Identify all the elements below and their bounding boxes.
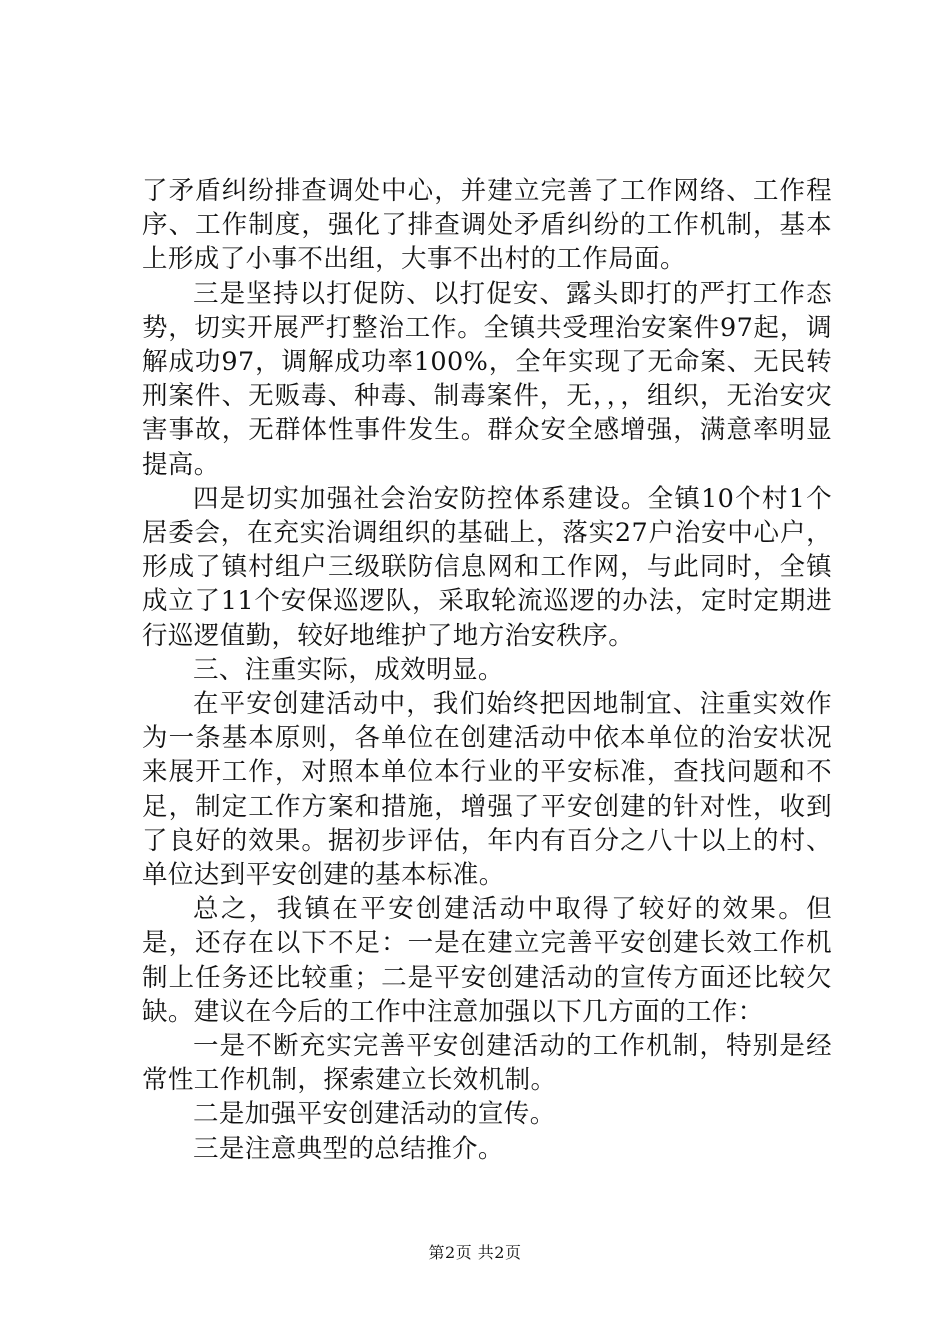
body-text [142,174,832,1166]
paragraph-strike-hard: 三是坚持以打促防、以打促安、露头即打的严打工作态势，切实开展严打整治工作。全镇共受理治安案件97起，调解成功97，调解成功率100%，全年实现了无命案、无民转刑案件、无贩毒、种毒、制毒案件，无，，，组织，无治安灾害事故，无群体性事件发生。群众安全感增强，满意率明显提高。 [142,278,832,480]
section-heading-results: 三、注重实际，成效明显。 [193,654,504,685]
paragraph-summary: 总之，我镇在平安创建活动中取得了较好的效果。但是，还存在以下不足：一是在建立完善平安创建长效工作机制上任务还比较重；二是平安创建活动的宣传方面还比较欠缺。建议在今后的工作中注意加强以下几方面的工作： [142,894,832,1027]
paragraph-continuation: 了矛盾纠纷排查调处中心，并建立完善了工作网络、工作程序、工作制度，强化了排查调处矛盾纠纷的工作机制，基本上形成了小事不出组，大事不出村的工作局面。 [142,176,832,275]
paragraph-prevention-system: 四是切实加强社会治安防控体系建设。全镇10个村1个居委会，在充实治调组织的基础上，落实27户治安中心户，形成了镇村组户三级联防信息网和工作网，与此同时，全镇成立了11个安保巡逻队，采取轮流巡逻的办法，定时定期进行巡逻值勤，较好地维护了地方治安秩序。 [142,483,832,651]
page-footer: 第2页 共2页 [428,1243,522,1262]
paragraph-suggestion-2: 二是加强平安创建活动的宣传。 [193,1099,556,1130]
paragraph-suggestion-3: 三是注意典型的总结推介。 [193,1133,504,1164]
paragraph-practical-results: 在平安创建活动中，我们始终把因地制宜、注重实效作为一条基本原则，各单位在创建活动中依本单位的治安状况来展开工作，对照本单位本行业的平安标准，查找问题和不足，制定工作方案和措施，增强了平安创建的针对性，收到了良好的效果。据初步评估，年内有百分之八十以上的村、单位达到平安创建的基本标准。 [142,689,832,891]
paragraph-suggestion-1: 一是不断充实完善平安创建活动的工作机制，特别是经常性工作机制，探索建立长效机制。 [142,1031,832,1096]
